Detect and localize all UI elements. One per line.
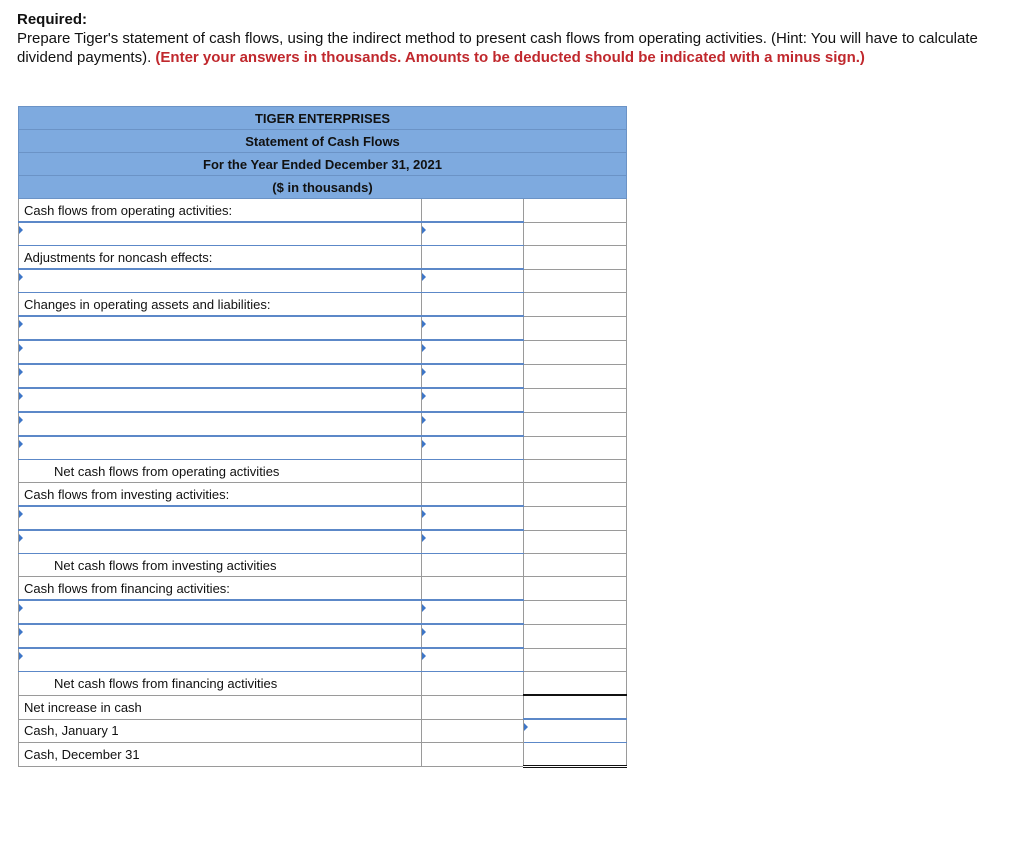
net-increase-label: Net increase in cash — [19, 695, 422, 719]
company-name: TIGER ENTERPRISES — [19, 107, 627, 130]
operating-amount-input[interactable] — [422, 222, 524, 246]
change-amount-input[interactable] — [422, 316, 524, 340]
statement-period: For the Year Ended December 31, 2021 — [19, 153, 627, 176]
change-amount-input[interactable] — [422, 364, 524, 388]
investing-amount-input[interactable] — [422, 506, 524, 530]
statement-units: ($ in thousands) — [19, 176, 627, 199]
required-label: Required: — [17, 11, 88, 28]
change-amount-input[interactable] — [422, 340, 524, 364]
changes-header: Changes in operating assets and liabilities: — [19, 293, 422, 317]
change-row — [19, 316, 627, 340]
change-label-input[interactable] — [19, 388, 422, 412]
cash-december-amount[interactable] — [524, 743, 627, 767]
net-financing-amount[interactable] — [524, 672, 627, 696]
change-label-input[interactable] — [19, 340, 422, 364]
investing-label-input[interactable] — [19, 506, 422, 530]
instruction-highlight: (Enter your answers in thousands. Amounts to be deducted should be indicated with a minus sign.) — [155, 49, 865, 66]
financing-label-input[interactable] — [19, 600, 422, 624]
financing-amount-input[interactable] — [422, 600, 524, 624]
change-label-input[interactable] — [19, 316, 422, 340]
instruction-text: Prepare Tiger's statement of cash flows, using the indirect method to present cash flows from operating activities. (Hint: You will have to calculate dividend payments). — [17, 30, 978, 66]
cash-december-label: Cash, December 31 — [19, 743, 422, 767]
net-operating-amount[interactable] — [524, 460, 627, 483]
instructions — [17, 10, 1007, 67]
financing-label-input[interactable] — [19, 624, 422, 648]
adjustment-amount-input[interactable] — [422, 269, 524, 293]
cash-january-amount[interactable] — [524, 719, 627, 743]
statement-title: Statement of Cash Flows — [19, 130, 627, 153]
net-financing-label: Net cash flows from financing activities — [19, 672, 422, 696]
adjustment-label-input[interactable] — [19, 269, 422, 293]
net-investing-amount[interactable] — [524, 554, 627, 577]
operating-label-input[interactable] — [19, 222, 422, 246]
change-row — [19, 340, 627, 364]
investing-amount-input[interactable] — [422, 530, 524, 554]
cash-flow-statement — [18, 106, 627, 768]
cash-january-label: Cash, January 1 — [19, 719, 422, 743]
change-row — [19, 412, 627, 436]
financing-amount-input[interactable] — [422, 624, 524, 648]
net-operating-label: Net cash flows from operating activities — [19, 460, 422, 483]
change-label-input[interactable] — [19, 436, 422, 460]
adjustments-header: Adjustments for noncash effects: — [19, 246, 422, 270]
financing-amount-input[interactable] — [422, 648, 524, 672]
change-label-input[interactable] — [19, 412, 422, 436]
investing-label-input[interactable] — [19, 530, 422, 554]
change-amount-input[interactable] — [422, 388, 524, 412]
investing-header: Cash flows from investing activities: — [19, 483, 422, 507]
change-row — [19, 436, 627, 460]
change-amount-input[interactable] — [422, 436, 524, 460]
change-label-input[interactable] — [19, 364, 422, 388]
net-increase-amount[interactable] — [524, 695, 627, 719]
change-row — [19, 388, 627, 412]
change-row — [19, 364, 627, 388]
change-amount-input[interactable] — [422, 412, 524, 436]
financing-header: Cash flows from financing activities: — [19, 577, 422, 601]
financing-label-input[interactable] — [19, 648, 422, 672]
net-investing-label: Net cash flows from investing activities — [19, 554, 422, 577]
operating-header: Cash flows from operating activities: — [19, 199, 422, 223]
